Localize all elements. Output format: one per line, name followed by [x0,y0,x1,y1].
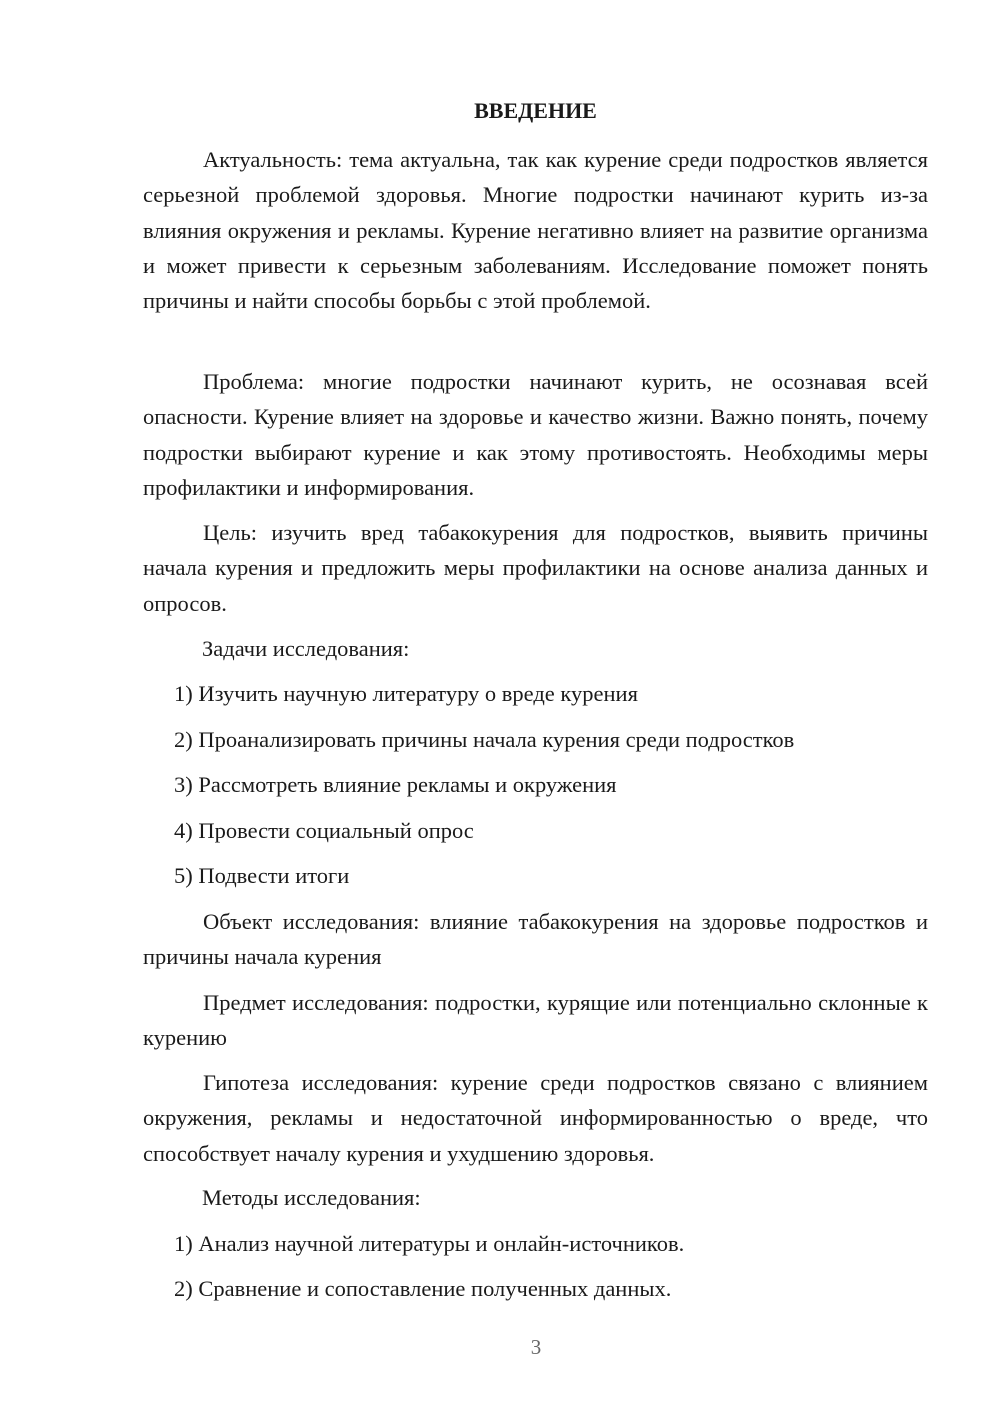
tasks-title: Задачи исследования: [202,636,410,661]
list-item: 1) Анализ научной литературы и онлайн-источников. [174,1231,685,1256]
goal-paragraph: Цель: изучить вред табакокурения для подростков, выявить причины начала курения и предложить меры профилактики на основе анализа данных и опросов. [143,520,928,616]
list-item: 1) Изучить научную литературу о вреде курения [174,681,638,706]
object-paragraph: Объект исследования: влияние табакокурения на здоровье подростков и причины начала курения [143,909,928,970]
methods-title: Методы исследования: [202,1185,421,1210]
list-item: 4) Провести социальный опрос [174,818,474,843]
relevance-paragraph: Актуальность: тема актуальна, так как курение среди подростков является серьезной проблемой здоровья. Многие подростки начинают курить из-за влияния окружения и рекламы. Курение негативно влияет на развитие организма и может привести к серьезным заболеваниям. Исследование поможет понять причины и найти способы борьбы с этой проблемой. [143,147,928,314]
list-item: 2) Сравнение и сопоставление полученных данных. [174,1276,672,1301]
list-item: 2) Проанализировать причины начала курения среди подростков [174,727,795,752]
page-number: 3 [530,1335,542,1359]
list-item: 3) Рассмотреть влияние рекламы и окружения [174,772,617,797]
list-item: 5) Подвести итоги [174,863,350,888]
page-title: ВВЕДЕНИЕ [474,98,597,123]
subject-paragraph: Предмет исследования: подростки, курящие или потенциально склонные к курению [143,990,928,1051]
hypothesis-paragraph: Гипотеза исследования: курение среди подростков связано с влиянием окружения, рекламы и недостаточной информированностью о вреде, что способствует началу курения и ухудшению здоровья. [143,1070,928,1166]
problem-paragraph: Проблема: многие подростки начинают курить, не осознавая всей опасности. Курение влияет на здоровье и качество жизни. Важно понять, почему подростки выбирают курение и как этому противостоять. Необходимы меры профилактики и информирования. [143,369,928,500]
